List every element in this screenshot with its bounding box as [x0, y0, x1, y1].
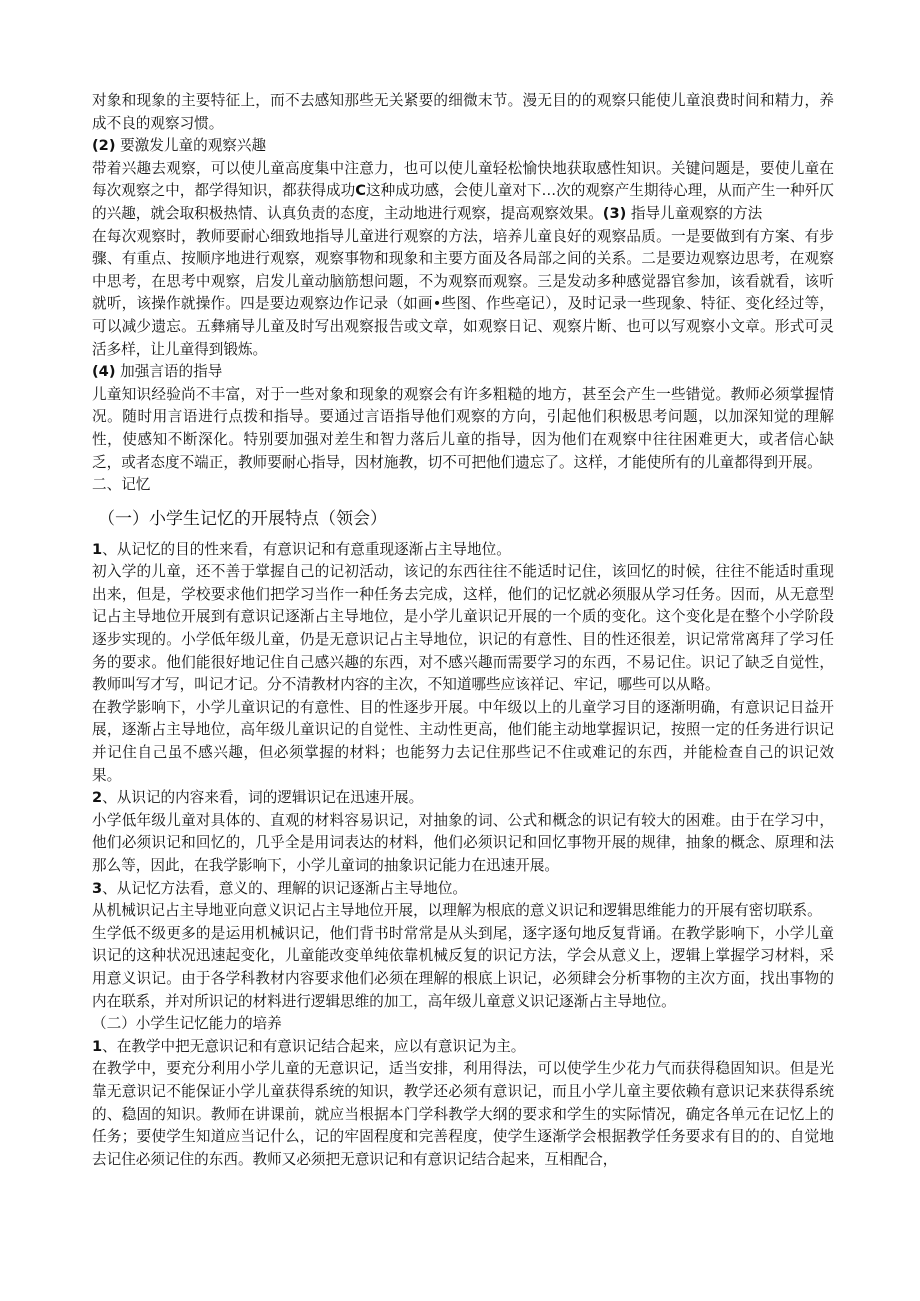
point-number: 3 [92, 879, 103, 897]
point-3-paragraph-1: 从机械识记占主导地亚向意义识记占主导地位开展，以理解为根底的意义识记和逻辑思维能力的开展有密切联系。 [92, 902, 822, 920]
heading-number: (3) [602, 204, 627, 222]
point-1-paragraph-1: 初入学的儿童，还不善于掌握自己的记初活动，该记的东西往往不能适时记住，该回忆的时候，往往不能适时重现出来，但是，学校要求他们把学习当作一种任务去完成，这样，他们的记忆就必须服从学习任务。因而，从无意型记占主导地位开展到有意识记逐渐占主导地位，是小学儿童识记开展的一个质的变化。这个变化是在整个小学阶段逐步实现的。小学低年级儿童，仍是无意识记占主导地位，识记的有意性、目的性还很差，识记常常离拜了学习任务的要求。他们能很好地记住自己感兴趣的东西，对不感兴趣而需要学习的东西，不易记住。识记了缺乏自觉性，教师叫写才写，叫记才记。分不清教材内容的主次，不知道哪些应该祥记、牢记，哪些可以从略。 [92, 563, 834, 694]
heading-interest [92, 135, 834, 158]
inline-heading-methods [603, 205, 762, 222]
paragraph-text: 这种成功感，会使儿童对下…次的观察产生期待心理，从而产生一种歼仄的兴趣，就会取积极热情、认真负责的态度，主动地进行观察，提高观察效果。 [92, 182, 834, 222]
point-text: 、从记忆方法看，意义的、理解的识记逐渐占主导地位。 [102, 879, 468, 897]
training-1-paragraph: 在教学中，要充分利用小学儿童的无意识记，适当安排，利用得法，可以使学生少花力气而获得稳固知识。但是光靠无意识记不能保证小学儿童获得系统的知识，教学还必须有意识记，而且小学儿童主要依赖有意识记来获得系统的、稳固的知识。教师在讲课前，就应当根据本门学科教学大纲的要求和学生的实际情况，确定各单元在记忆上的任务；要使学生知道应当记什么，记的牢固程度和完善程度，使学生逐渐学会根据教学任务要求有目的的、自觉地去记住必须记住的东西。教师又必须把无意识记和有意识记结合起来，互相配合， [92, 1060, 834, 1168]
point-number: 1 [92, 540, 103, 558]
paragraph-letter: C [355, 182, 366, 200]
point-1-paragraph-2: 在教学影响下，小学儿童识记的有意性、目的性逐步开展。中年级以上的儿童学习目的逐渐明确，有意识记日益开展，逐渐占主导地位，高年级儿童识记的自觉性、主动性更高，他们能主动地掌握识记，按照一定的任务进行识记并记住自己虽不感兴趣，但必须掌握的材料；也能努力去记住那些记不住或难记的东西，并能检查自己的识记效果。 [92, 698, 834, 784]
heading-text: 要激发儿童的观察兴趣 [115, 137, 267, 155]
paragraph-language: 儿童知识经验尚不丰富，对于一些对象和现象的观察会有许多粗糙的地方，甚至会产生一些错觉。教师必须掌握情况。随时用言语进行点拨和指导。要通过言语指导他们观察的方向，引起他们积极思考问题，以加深知觉的理解性，使感知不断深化。特别要加强对差生和智力落后儿童的指导，因为他们在观察中往往困难更大，或者信心缺乏，或者态度不端正，教师要耐心指导，因材施教，切不可把他们遗忘了。这样，才能使所有的儿童都得到开展。 [92, 385, 834, 471]
paragraph-methods: 在每次观察时，教师要耐心细致地指导儿童进行观察的方法，培养儿童良好的观察品质。一是要做到有方案、有步骤、有重点、按顺序地进行观察，观察事物和现象和主要方面及各局部之间的关系。二是要边观察边思考，在观察中思考，在思考中观察，启发儿童动脑筋想问题，不为观察而观察。三是发动多种感觉器官参加，该看就看，该听就听，该操作就操作。四是要边观察边作记录（如画•些图、作些亳记），及时记录一些现象、特征、变化经过等，可以减少遗忘。五彝痛导儿童及时写出观察报告或文章，如观察日记、观察片断、也可以写观察小文章。形式可灵活多样，让儿童得到锻炼。 [92, 227, 834, 358]
heading-number: (2) [92, 137, 116, 155]
point-number: 1 [92, 1037, 103, 1055]
point-number: 2 [92, 789, 103, 807]
heading-text: 指导儿童观察的方法 [626, 204, 763, 222]
section-title-memory-features: （一）小学生记忆的开展特点（领会） [98, 508, 387, 529]
point-text: 、从记忆的目的性来看，有意识记和有意重现逐渐占主导地位。 [102, 540, 511, 558]
point-3-paragraph-2: 生学低不级更多的是运用机械识记，他们背书时常常是从头到尾，逐字逐句地反复背诵。在教学影响下，小学儿童识记的这种状况迅速起变化，儿童能改变单纯依靠机械反复的识记方法，学会从意义上，逻辑上掌握学习材料，采用意义识记。由于各学科教材内容要求他们必须在理解的根底上识记，必须肆会分析事物的主次方面，找出事物的内在联系，并对所识记的材料进行逻辑思维的加工，高年级儿童意义识记逐渐占主导地位。 [92, 924, 834, 1010]
point-1-heading [92, 539, 834, 562]
training-1-heading [92, 1036, 834, 1059]
point-2-heading [92, 787, 834, 810]
heading-text: 加强言语的指导 [115, 363, 223, 381]
heading-language [92, 361, 834, 384]
section-title-memory-training: （二）小学生记忆能力的培养 [92, 1015, 282, 1033]
paragraph-text: 带着兴趣去观察，可以使儿童高度集中注意力，也可以使儿童轻松愉快地获取感性知识。关键问题是，要使儿童在每次观察之中，都学得知识，都获得成功 [92, 159, 834, 200]
point-text: 、在教学中把无意识记和有意识记结合起来，应以有意识记为主。 [102, 1037, 526, 1055]
paragraph-intro: 对象和现象的主要特征上，而不去感知那些无关紧要的细微末节。漫无目的的观察只能使儿童浪费时间和精力，养成不良的观察习惯。 [92, 92, 834, 132]
point-text: 、从识记的内容来看，词的逻辑识记在迅速开展。 [102, 789, 424, 807]
heading-number: (4) [92, 363, 116, 381]
paragraph-interest [92, 158, 834, 226]
point-3-heading [92, 878, 834, 901]
point-2-paragraph-1: 小学低年级儿童对具体的、直观的材料容易识记，对抽象的词、公式和概念的识记有较大的困难。由于在学习中，他们必须识记和回忆的，几乎全是用词表达的材料，他们必须识记和回忆事物开展的规律，抽象的概念、原理和法那么等，因此，在我学影响下，小学儿童词的抽象识记能力在迅速开展。 [92, 811, 834, 874]
section-memory: 二、记忆 [92, 476, 151, 494]
